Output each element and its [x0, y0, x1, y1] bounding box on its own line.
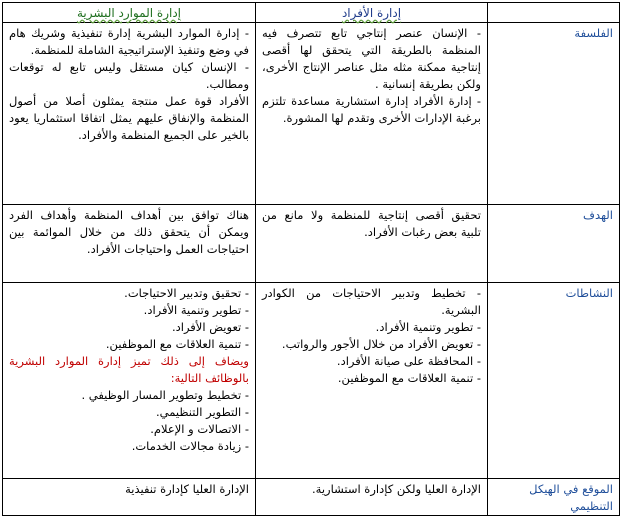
activities-hr-item-8: - زيادة مجالات الخدمات. — [131, 439, 249, 453]
philosophy-hr-point-2: - الإنسان كيان مستقل وليس تابع له توقعات ومطالب. — [9, 60, 249, 91]
cell-philosophy-hr — [3, 23, 256, 205]
cell-activities-hr — [3, 283, 256, 479]
row-label-org-position: الموقع في الهيكل التنظيمي — [488, 479, 620, 516]
cell-org-position-hr — [3, 479, 256, 516]
philosophy-hr-point-1: - إدارة الموارد البشرية إدارة تنفيذية وشريك هام في وضع وتنفيذ الإستراتيجية الشاملة للمنظمة. — [9, 26, 249, 57]
goal-hr-text: هناك توافق بين أهداف المنظمة وأهداف الفرد ويمكن أن يتحقق ذلك من خلال الموائمة بين احتياجات العمل واحتياجات الأفراد. — [9, 208, 249, 256]
cell-goal-hr — [3, 205, 256, 283]
activities-individuals-item-4: - المحافظة على صيانة الأفراد. — [336, 354, 481, 368]
org-position-hr-text: الإدارة العليا كإدارة تنفيذية — [125, 482, 249, 496]
header-hr-management: إدارة الموارد البشرية — [3, 3, 256, 23]
goal-individuals-text: تحقيق أقصى إنتاجية للمنظمة ولا مانع من تلبية بعض رغبات الأفراد. — [262, 208, 481, 239]
activities-hr-item-2: - تطوير وتنمية الأفراد. — [143, 303, 249, 317]
header-corner-cell — [488, 3, 620, 23]
activities-hr-item-1: - تحقيق وتدبير الاحتياجات. — [124, 286, 249, 300]
row-org-position — [3, 479, 620, 516]
philosophy-individuals-point-1: - الإنسان عنصر إنتاجي تابع تتصرف فيه المنظمة بالطريقة التي يتحقق لها أقصى إنتاجية ممكنة مثله مثل عناصر الإنتاج الأخرى، ولكن بطريقة إنسانية . — [262, 26, 481, 91]
header-individuals-admin: إدارة الأفراد — [256, 3, 488, 23]
activities-hr-item-5: - تخطيط وتطوير المسار الوظيفي . — [81, 388, 249, 402]
activities-individuals-item-2: - تطوير وتنمية الأفراد. — [375, 320, 481, 334]
activities-hr-item-3: - تعويض الأفراد. — [171, 320, 249, 334]
activities-hr-item-4: - تنمية العلاقات مع الموظفين. — [105, 337, 249, 351]
activities-hr-additional-heading: ويضاف إلى ذلك تميز إدارة الموارد البشرية بالوظائف التالية: — [9, 354, 249, 385]
cell-goal-individuals — [256, 205, 488, 283]
row-activities — [3, 283, 620, 479]
org-position-individuals-text: الإدارة العليا ولكن كإدارة استشارية. — [312, 482, 481, 496]
activities-individuals-item-5: - تنمية العلاقات مع الموظفين. — [337, 371, 481, 385]
philosophy-hr-point-3: الأفراد قوة عمل منتجة يمثلون أصلا من أصول المنظمة والإنفاق عليهم يمثل اتفاقا استثماريا يعود بالخير على الجميع المنظمة والأفراد. — [9, 94, 249, 142]
row-label-philosophy: الفلسفة — [488, 23, 620, 205]
comparison-table — [2, 2, 620, 516]
cell-activities-individuals — [256, 283, 488, 479]
activities-hr-item-7: - الاتصالات و الإعلام. — [150, 422, 249, 436]
philosophy-individuals-point-2: - إدارة الأفراد إدارة استشارية مساعدة تلتزم برغبة الإدارات الأخرى وتقدم لها المشورة. — [262, 94, 481, 125]
activities-individuals-item-1: - تخطيط وتدبير الاحتياجات من الكوادر البشرية. — [262, 286, 481, 317]
row-goal — [3, 205, 620, 283]
activities-individuals-item-3: - تعويض الأفراد من خلال الأجور والرواتب. — [281, 337, 481, 351]
activities-hr-item-6: - التطوير التنظيمي. — [156, 405, 249, 419]
cell-org-position-individuals — [256, 479, 488, 516]
row-label-activities: النشاطات — [488, 283, 620, 479]
row-label-goal: الهدف — [488, 205, 620, 283]
row-philosophy — [3, 23, 620, 205]
cell-philosophy-individuals — [256, 23, 488, 205]
header-row — [3, 3, 620, 23]
